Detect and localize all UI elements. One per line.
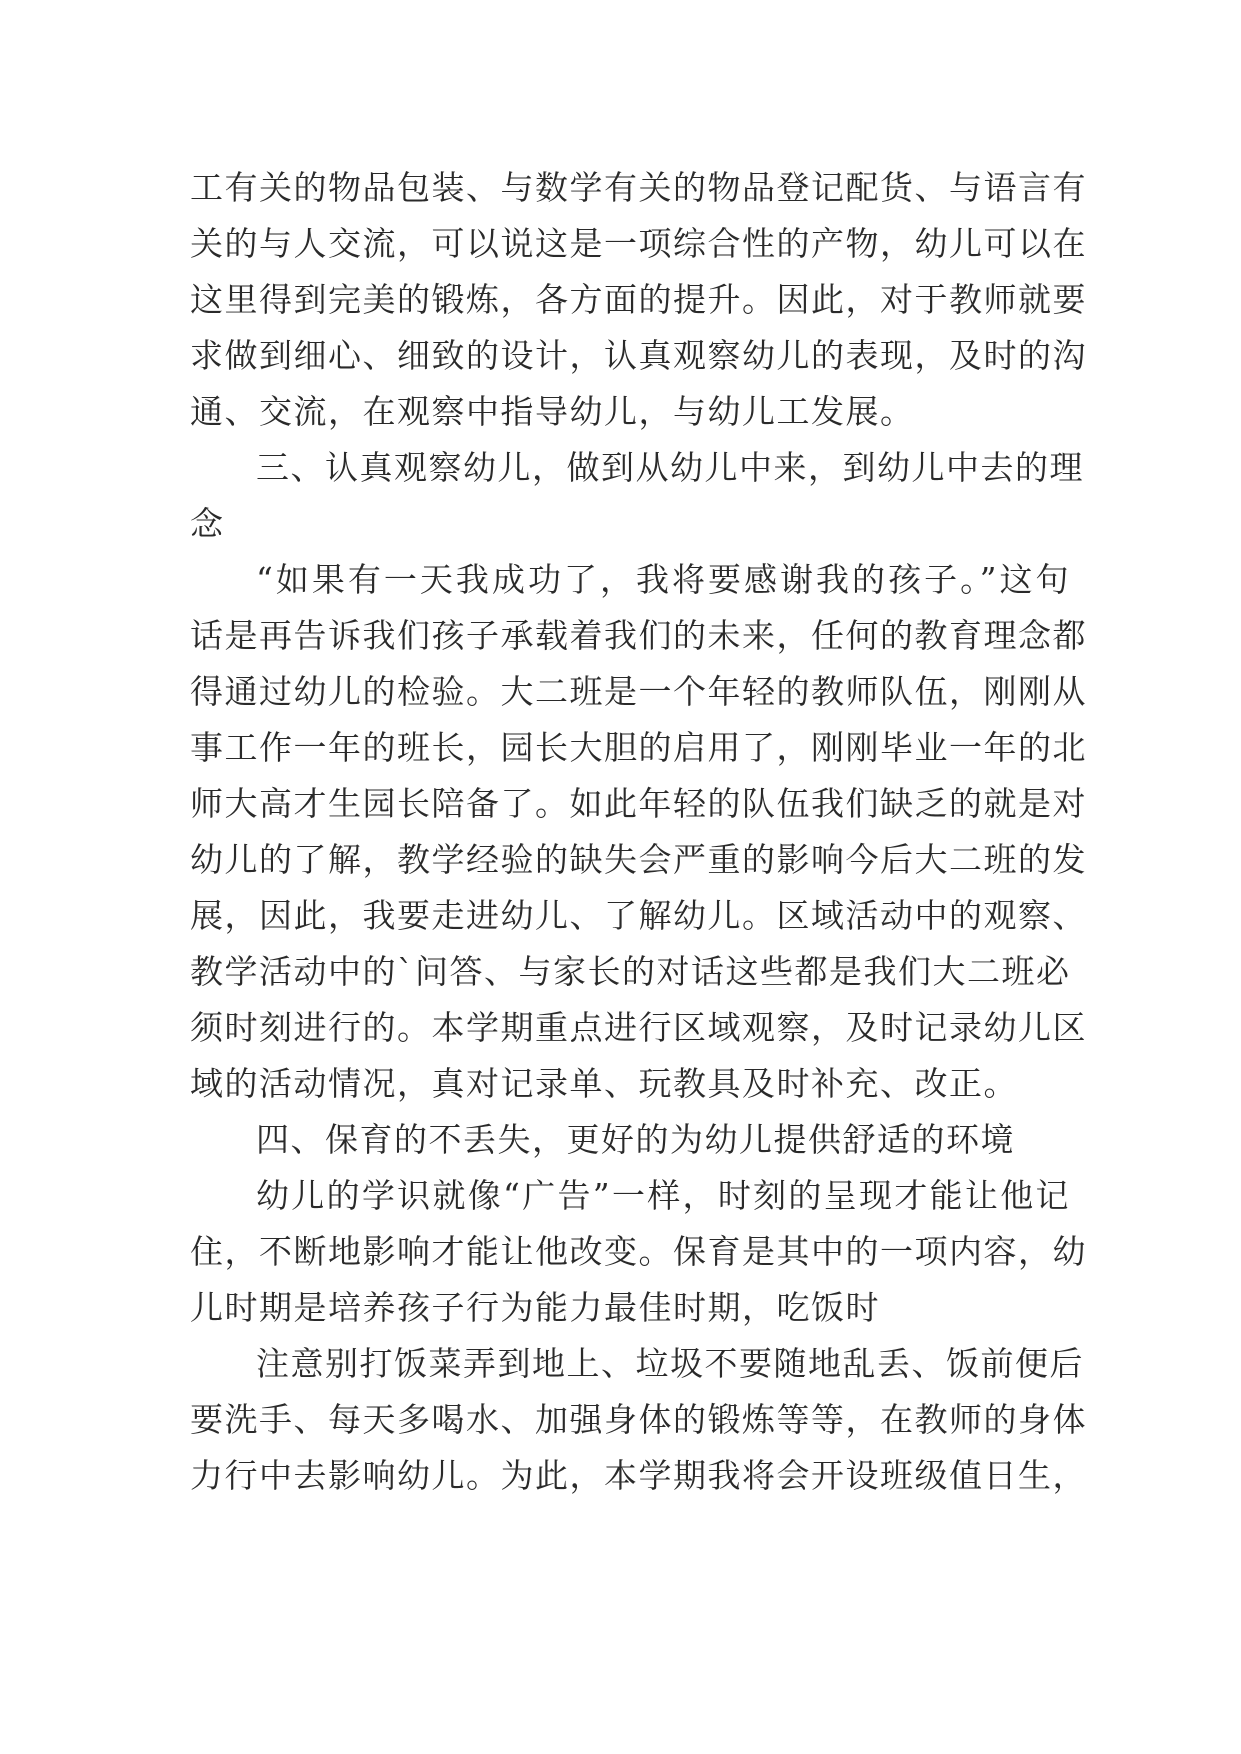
text-line: 得通过幼儿的检验。大二班是一个年轻的教师队伍，刚刚从 (190, 672, 1087, 711)
text-line: 求做到细心、细致的设计，认真观察幼儿的表现，及时的沟 (190, 336, 1087, 375)
text-line: 关的与人交流，可以说这是一项综合性的产物，幼儿可以在 (190, 224, 1087, 263)
text-line: 幼儿的学识就像“广告”一样，时刻的呈现才能让他记 (256, 1176, 1070, 1215)
text-line: 通、交流，在观察中指导幼儿，与幼儿工发展。 (190, 392, 915, 431)
text-line: 念 (190, 504, 225, 543)
text-line: 师大高才生园长陪备了。如此年轻的队伍我们缺乏的就是对 (190, 784, 1087, 823)
text-line: 须时刻进行的。本学期重点进行区域观察，及时记录幼儿区 (190, 1008, 1087, 1047)
text-line: “如果有一天我成功了，我将要感谢我的孩子。”这句 (256, 560, 1070, 599)
text-line: 展，因此，我要走进幼儿、了解幼儿。区域活动中的观察、 (190, 896, 1087, 935)
text-line: 注意别打饭菜弄到地上、垃圾不要随地乱丢、饭前便后 (256, 1344, 1084, 1383)
text-line: 儿时期是培养孩子行为能力最佳时期，吃饭时 (190, 1288, 880, 1327)
text-line: 事工作一年的班长，园长大胆的启用了，刚刚毕业一年的北 (190, 728, 1087, 767)
text-line: 工有关的物品包装、与数学有关的物品登记配货、与语言有 (190, 168, 1087, 207)
text-line: 力行中去影响幼儿。为此，本学期我将会开设班级值日生， (190, 1456, 1087, 1495)
text-line: 幼儿的了解，教学经验的缺失会严重的影响今后大二班的发 (190, 840, 1087, 879)
text-line: 这里得到完美的锻炼，各方面的提升。因此，对于教师就要 (190, 280, 1087, 319)
body-text (190, 160, 1087, 1504)
text-line: 住，不断地影响才能让他改变。保育是其中的一项内容，幼 (190, 1232, 1087, 1271)
text-line: 四、保育的不丢失，更好的为幼儿提供舒适的环境 (256, 1120, 1015, 1159)
text-line: 域的活动情况，真对记录单、玩教具及时补充、改正。 (190, 1064, 1018, 1103)
text-line: 话是再告诉我们孩子承载着我们的未来，任何的教育理念都 (190, 616, 1087, 655)
text-line: 教学活动中的`问答、与家长的对话这些都是我们大二班必 (190, 952, 1071, 991)
text-line: 要洗手、每天多喝水、加强身体的锻炼等等，在教师的身体 (190, 1400, 1087, 1439)
text-line: 三、认真观察幼儿，做到从幼儿中来，到幼儿中去的理 (256, 448, 1084, 487)
